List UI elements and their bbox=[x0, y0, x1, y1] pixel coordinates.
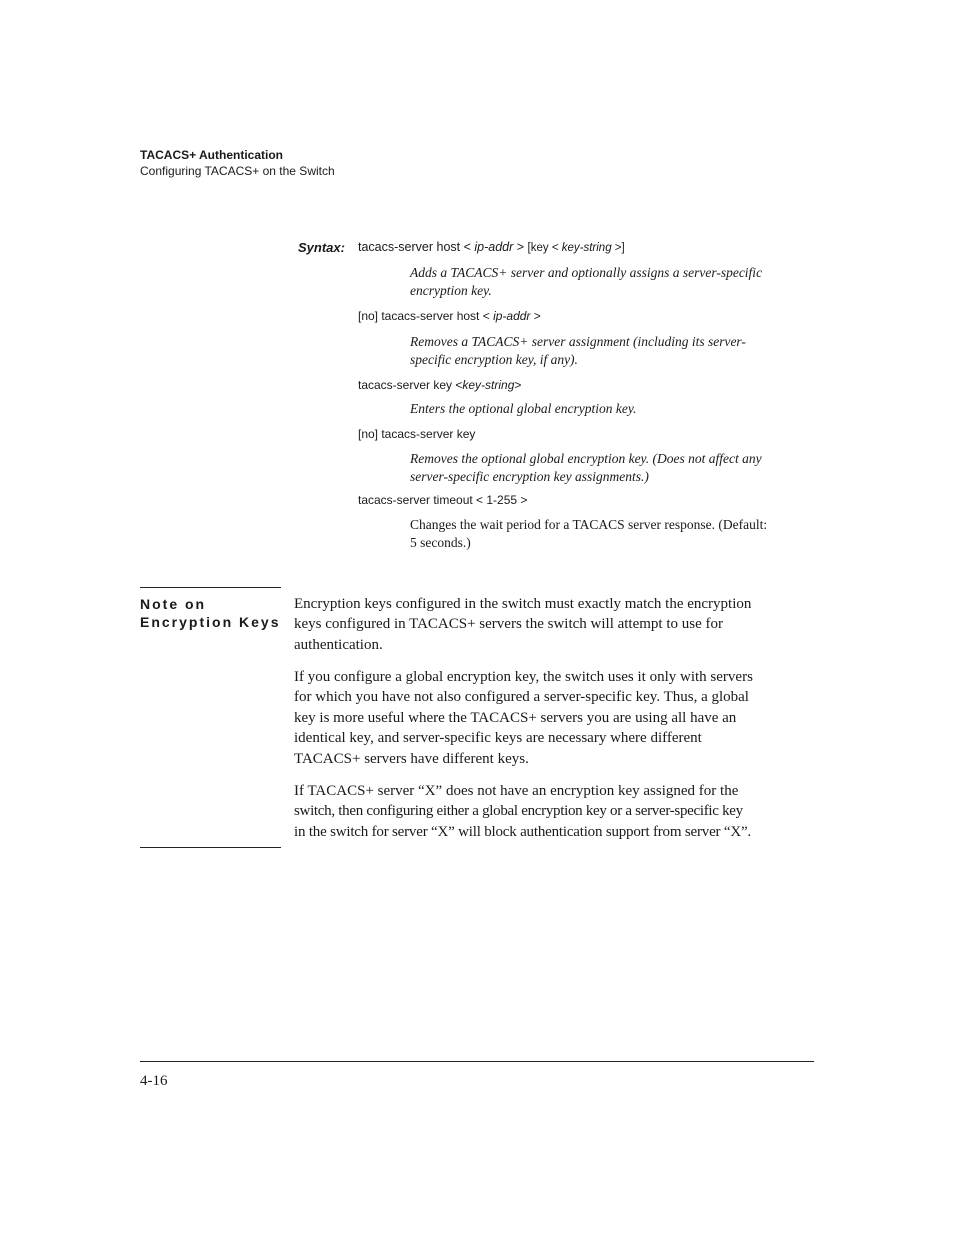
cmd-text: >] bbox=[611, 242, 625, 254]
cmd-text: tacacs-server timeout < 1-255 > bbox=[358, 493, 528, 507]
note-heading-line: Note on bbox=[140, 596, 207, 612]
syntax-description-timeout bbox=[410, 516, 812, 552]
cmd-text: tacacs-server key < bbox=[358, 378, 463, 392]
para-line: Encryption keys configured in the switch must exactly match the encryption bbox=[294, 596, 752, 612]
cmd-param: key-string bbox=[561, 242, 612, 254]
desc-line: Enters the optional global encryption key. bbox=[410, 401, 637, 416]
para-line: TACACS+ servers have different keys. bbox=[294, 750, 529, 767]
cmd-text: > bbox=[530, 309, 541, 323]
page-number: 4-16 bbox=[140, 1073, 168, 1089]
desc-line: specific encryption key, if any). bbox=[410, 352, 578, 367]
cmd-param: ip-addr bbox=[493, 309, 531, 323]
para-line: keys configured in TACACS+ servers the switch will attempt to use for bbox=[294, 616, 723, 633]
syntax-description-add-host bbox=[410, 264, 812, 300]
syntax-command-timeout bbox=[358, 493, 527, 507]
note-heading bbox=[140, 595, 290, 631]
desc-line: encryption key. bbox=[410, 283, 492, 298]
para-line: If TACACS+ server “X” does not have an encryption key assigned for the bbox=[294, 783, 739, 799]
cmd-text: [no] tacacs-server key bbox=[358, 427, 476, 441]
running-header-title: TACACS+ Authentication bbox=[140, 148, 283, 162]
note-top-rule bbox=[140, 587, 281, 588]
note-paragraph-1 bbox=[294, 594, 814, 655]
syntax-command-remove-key bbox=[358, 427, 475, 441]
cmd-param: ip-addr bbox=[474, 240, 514, 254]
desc-line: server-specific encryption key assignments.) bbox=[410, 469, 649, 484]
para-line: in the switch for server “X” will block authentication support from server “X”. bbox=[294, 823, 751, 840]
note-heading-line: Encryption Keys bbox=[140, 614, 281, 630]
syntax-description-remove-host bbox=[410, 333, 812, 369]
para-line: If you configure a global encryption key, the switch uses it only with servers bbox=[294, 669, 753, 685]
note-paragraph-3 bbox=[294, 781, 814, 842]
desc-line: Adds a TACACS+ server and optionally assigns a server-specific bbox=[410, 265, 763, 280]
cmd-text: > bbox=[513, 240, 528, 254]
syntax-command-remove-host bbox=[358, 309, 541, 323]
desc-line: Removes a TACACS+ server assignment (including its server- bbox=[410, 334, 746, 349]
para-line: key is more useful where the TACACS+ servers you are using all have an bbox=[294, 709, 737, 726]
desc-line: Changes the wait period for a TACACS server response. (Default: bbox=[410, 517, 768, 532]
desc-line: Removes the optional global encryption key. (Does not affect any bbox=[410, 451, 762, 466]
syntax-label: Syntax: bbox=[298, 240, 345, 255]
cmd-text: tacacs-server host < bbox=[358, 240, 475, 254]
running-header-subtitle: Configuring TACACS+ on the Switch bbox=[140, 164, 335, 178]
para-line: identical key, and server-specific keys are necessary where different bbox=[294, 730, 702, 747]
cmd-text: [key < bbox=[527, 242, 562, 254]
para-line: switch, then configuring either a global encryption key or a server-specific key bbox=[294, 803, 743, 820]
para-line: authentication. bbox=[294, 636, 383, 653]
para-line: for which you have not also configured a server-specific key. Thus, a global bbox=[294, 689, 749, 706]
syntax-description-remove-key bbox=[410, 450, 812, 486]
syntax-description-set-key bbox=[410, 400, 812, 418]
note-paragraph-2 bbox=[294, 667, 814, 769]
syntax-command-set-key bbox=[358, 378, 521, 392]
cmd-text: [no] tacacs-server host < bbox=[358, 309, 494, 323]
footer-rule bbox=[140, 1061, 814, 1062]
cmd-param: key-string bbox=[462, 378, 515, 392]
desc-line: 5 seconds.) bbox=[410, 535, 471, 550]
cmd-text: > bbox=[514, 378, 522, 392]
note-bottom-rule bbox=[140, 847, 281, 848]
syntax-command-add-host bbox=[358, 240, 625, 254]
